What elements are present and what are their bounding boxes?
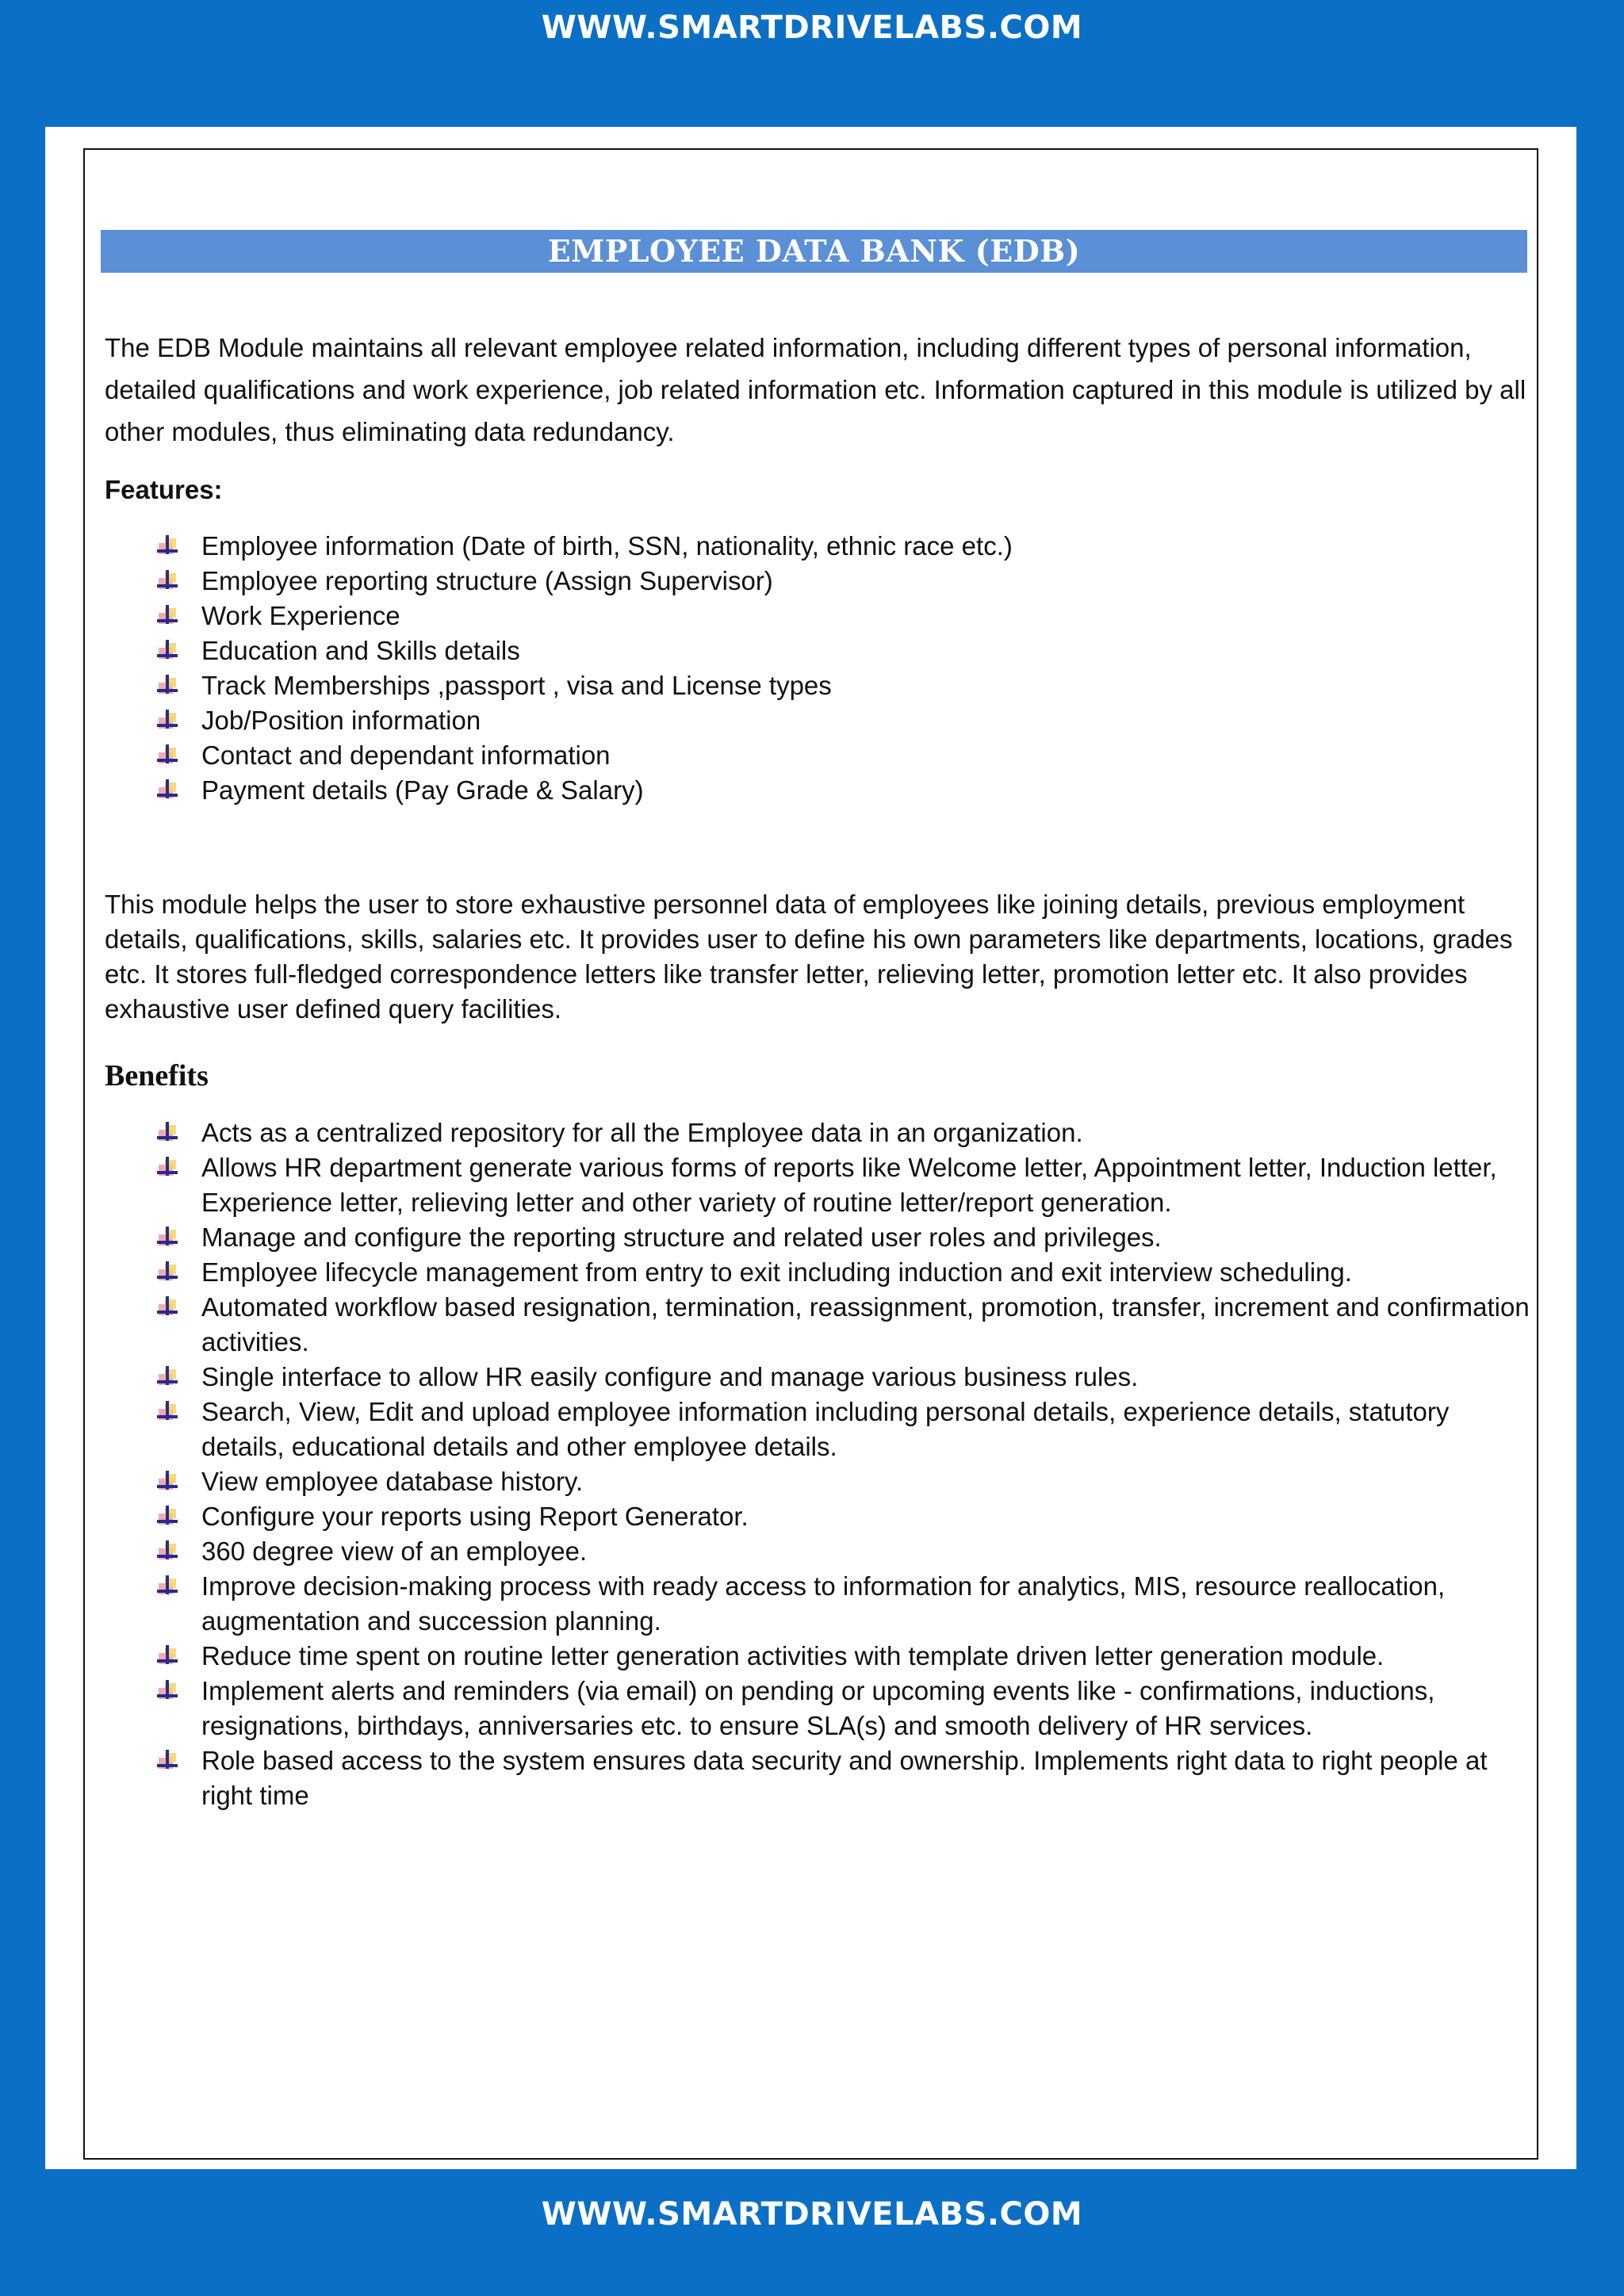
benefit-item-text: Improve decision-making process with ready access to information for analytics, MIS, resource reallocation, augmentation and succession planning. bbox=[201, 1571, 1446, 1636]
arrow-bullet-icon bbox=[155, 1471, 179, 1493]
intro-paragraph: The EDB Module maintains all relevant employee related information, including different types of personal information, detailed qualifications and work experience, job related information etc. Information captured in this module is utilized by all other modules, thus eliminating data redundancy. bbox=[105, 333, 1526, 446]
benefit-item bbox=[155, 1464, 1532, 1499]
benefit-item bbox=[155, 1220, 1532, 1255]
feature-item-text: Work Experience bbox=[201, 601, 400, 630]
arrow-bullet-icon bbox=[155, 779, 179, 802]
benefit-item bbox=[155, 1534, 1532, 1569]
feature-item-text: Employee reporting structure (Assign Supervisor) bbox=[201, 566, 773, 595]
feature-item bbox=[155, 703, 1532, 738]
feature-item bbox=[155, 599, 1532, 633]
benefit-item-text: View employee database history. bbox=[201, 1467, 584, 1496]
arrow-bullet-icon bbox=[155, 1261, 179, 1284]
arrow-bullet-icon bbox=[155, 1296, 179, 1318]
arrow-bullet-icon bbox=[155, 1157, 179, 1179]
benefit-item bbox=[155, 1639, 1532, 1674]
feature-item bbox=[155, 668, 1532, 703]
benefit-item-text: Manage and configure the reporting structure and related user roles and privileges. bbox=[201, 1223, 1162, 1252]
site-url-footer[interactable]: WWW.SMARTDRIVELABS.COM bbox=[541, 2196, 1083, 2233]
feature-item-text: Employee information (Date of birth, SSN, nationality, ethnic race etc.) bbox=[201, 531, 1013, 561]
benefit-item bbox=[155, 1569, 1532, 1639]
arrow-bullet-icon bbox=[155, 744, 179, 767]
benefit-item bbox=[155, 1674, 1532, 1743]
benefit-item-text: 360 degree view of an employee. bbox=[201, 1536, 588, 1566]
arrow-bullet-icon bbox=[155, 570, 179, 592]
page-sheet bbox=[45, 127, 1576, 2169]
arrow-bullet-icon bbox=[155, 1226, 179, 1249]
arrow-bullet-icon bbox=[155, 535, 179, 557]
benefit-item-text: Search, View, Edit and upload employee information including personal details, experience details, statutory details, educational details and other employee details. bbox=[201, 1397, 1450, 1461]
benefit-item bbox=[155, 1150, 1532, 1220]
document-title: EMPLOYEE DATA BANK (EDB) bbox=[101, 230, 1527, 273]
arrow-bullet-icon bbox=[155, 1540, 179, 1563]
feature-item bbox=[155, 529, 1532, 564]
benefit-item-text: Single interface to allow HR easily configure and manage various business rules. bbox=[201, 1362, 1139, 1391]
arrow-bullet-icon bbox=[155, 675, 179, 697]
arrow-bullet-icon bbox=[155, 710, 179, 732]
arrow-bullet-icon bbox=[155, 1750, 179, 1772]
feature-item bbox=[155, 738, 1532, 773]
feature-item bbox=[155, 773, 1532, 808]
benefit-item-text: Acts as a centralized repository for all the Employee data in an organization. bbox=[201, 1118, 1083, 1147]
arrow-bullet-icon bbox=[155, 605, 179, 627]
arrow-bullet-icon bbox=[155, 1401, 179, 1423]
benefits-heading: Benefits bbox=[105, 1059, 209, 1093]
module-description-paragraph: This module helps the user to store exhaustive personnel data of employees like joining details, previous employment details, qualifications, skills, salaries etc. It provides user to define his own parameters like departments, locations, grades etc. It stores full-fledged correspondence letters like transfer letter, relieving letter, promotion letter etc. It also provides exhaustive user defined query facilities. bbox=[105, 890, 1513, 1024]
benefit-item bbox=[155, 1255, 1532, 1290]
arrow-bullet-icon bbox=[155, 640, 179, 662]
benefits-list bbox=[105, 1115, 1532, 1813]
benefit-item-text: Configure your reports using Report Generator. bbox=[201, 1502, 749, 1531]
benefit-item bbox=[155, 1499, 1532, 1534]
arrow-bullet-icon bbox=[155, 1680, 179, 1702]
document-content bbox=[105, 327, 1532, 1813]
benefit-item-text: Employee lifecycle management from entry to exit including induction and exit interview scheduling. bbox=[201, 1257, 1352, 1287]
arrow-bullet-icon bbox=[155, 1122, 179, 1144]
benefit-item bbox=[155, 1115, 1532, 1150]
benefit-item-text: Implement alerts and reminders (via email) on pending or upcoming events like - confirmations, inductions, resignations, birthdays, anniversaries etc. to ensure SLA(s) and smooth delivery of HR services. bbox=[201, 1676, 1435, 1740]
feature-item-text: Education and Skills details bbox=[201, 636, 520, 665]
arrow-bullet-icon bbox=[155, 1645, 179, 1667]
benefit-item-text: Allows HR department generate various forms of reports like Welcome letter, Appointment letter, Induction letter, Experience letter, relieving letter and other variety of routine letter/report generation. bbox=[201, 1153, 1497, 1217]
benefit-item-text: Role based access to the system ensures data security and ownership. Implements right data to right people at right time bbox=[201, 1746, 1488, 1810]
benefit-item-text: Reduce time spent on routine letter generation activities with template driven letter generation module. bbox=[201, 1641, 1385, 1670]
feature-item bbox=[155, 633, 1532, 668]
feature-item-text: Payment details (Pay Grade & Salary) bbox=[201, 775, 644, 805]
benefit-item-text: Automated workflow based resignation, termination, reassignment, promotion, transfer, increment and confirmation activities. bbox=[201, 1292, 1530, 1357]
arrow-bullet-icon bbox=[155, 1366, 179, 1388]
feature-item-text: Track Memberships ,passport , visa and License types bbox=[201, 671, 832, 700]
benefit-item bbox=[155, 1395, 1532, 1464]
benefit-item bbox=[155, 1290, 1532, 1360]
arrow-bullet-icon bbox=[155, 1506, 179, 1528]
benefit-item bbox=[155, 1743, 1532, 1813]
site-url-header[interactable]: WWW.SMARTDRIVELABS.COM bbox=[541, 10, 1083, 46]
features-heading: Features: bbox=[105, 475, 223, 504]
feature-item-text: Job/Position information bbox=[201, 706, 481, 735]
features-list bbox=[105, 529, 1532, 808]
arrow-bullet-icon bbox=[155, 1575, 179, 1598]
feature-item bbox=[155, 564, 1532, 599]
benefit-item bbox=[155, 1360, 1532, 1395]
feature-item-text: Contact and dependant information bbox=[201, 740, 611, 770]
